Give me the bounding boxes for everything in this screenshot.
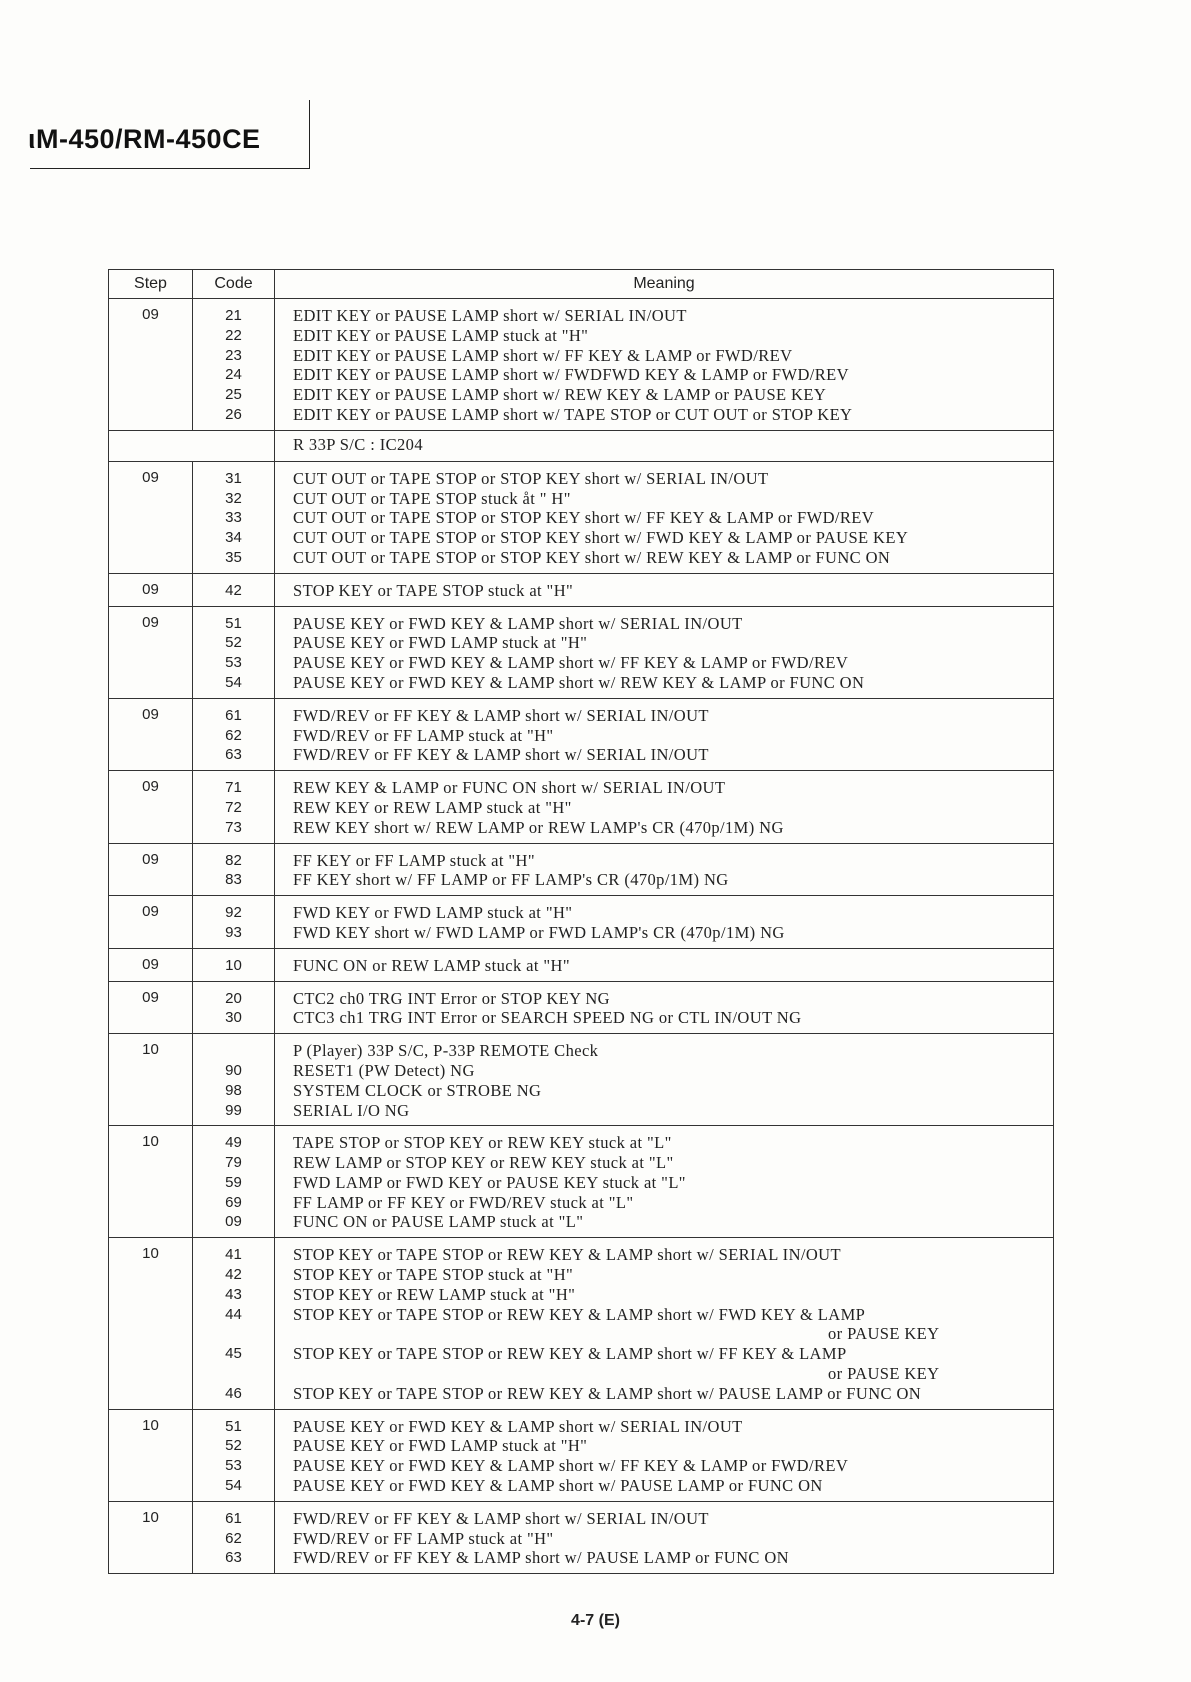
step-value: 10 — [142, 1245, 159, 1263]
code-value: 90 — [225, 1061, 242, 1079]
meaning-line: SYSTEM CLOCK or STROBE NG — [293, 1080, 542, 1100]
meaning-line: STOP KEY or TAPE STOP or REW KEY & LAMP short w/ SERIAL IN/OUT — [293, 1245, 841, 1265]
meaning-line: STOP KEY or TAPE STOP or REW KEY & LAMP short w/ FF KEY & LAMP — [293, 1344, 847, 1364]
meaning-line: FF LAMP or FF KEY or FWD/REV stuck at "L" — [293, 1192, 634, 1212]
code-value: 46 — [225, 1384, 242, 1402]
meaning-line: PAUSE KEY or FWD KEY & LAMP short w/ SERIAL IN/OUT — [293, 1416, 743, 1436]
table-row — [109, 771, 1054, 843]
code-value: 32 — [225, 489, 242, 507]
code-value — [193, 1041, 274, 1061]
code-value: 54 — [225, 673, 242, 691]
code-value — [193, 1364, 274, 1384]
meaning-line: CUT OUT or TAPE STOP stuck åt " H" — [293, 488, 571, 508]
code-value: 54 — [225, 1477, 242, 1495]
code-value: 51 — [225, 1417, 242, 1435]
table-row — [109, 573, 1054, 606]
table-row — [109, 1238, 1054, 1409]
step-value: 09 — [142, 613, 159, 631]
code-value: 73 — [225, 818, 242, 836]
code-cell — [193, 948, 275, 981]
meaning-line: FWD/REV or FF LAMP stuck at "H" — [293, 725, 554, 745]
meaning-line: EDIT KEY or PAUSE LAMP short w/ SERIAL IN/OUT — [293, 306, 687, 325]
step-cell — [109, 1409, 193, 1501]
step-cell — [109, 698, 193, 770]
code-cell — [193, 1501, 275, 1573]
meaning-line: EDIT KEY or PAUSE LAMP short w/ TAPE STOP or CUT OUT or STOP KEY — [293, 404, 853, 424]
code-value: 42 — [225, 581, 242, 599]
code-value: 22 — [225, 326, 242, 344]
code-value: 52 — [225, 634, 242, 652]
step-cell — [109, 461, 193, 573]
code-cell — [193, 1126, 275, 1238]
page-number: 4-7 (E) — [571, 1612, 620, 1629]
code-value: 71 — [225, 779, 242, 797]
code-value: 63 — [225, 1549, 242, 1567]
meaning-line: FUNC ON or REW LAMP stuck at "H" — [293, 955, 570, 975]
meaning-line: EDIT KEY or PAUSE LAMP short w/ REW KEY & LAMP or PAUSE KEY — [293, 385, 827, 405]
table-body — [109, 299, 1054, 1574]
code-value: 43 — [225, 1285, 242, 1303]
section-row — [109, 430, 1054, 461]
code-value: 49 — [225, 1134, 242, 1152]
code-value: 59 — [225, 1173, 242, 1191]
code-value: 24 — [225, 366, 242, 384]
column-header-step: Step — [109, 270, 193, 299]
meaning-line: REW KEY short w/ REW LAMP or REW LAMP's CR (470p/1M) NG — [293, 817, 784, 837]
code-cell — [193, 896, 275, 949]
table-row — [109, 299, 1054, 431]
meaning-line: CTC2 ch0 TRG INT Error or STOP KEY NG — [293, 988, 610, 1008]
code-value: 83 — [225, 871, 242, 889]
meaning-line: SERIAL I/O NG — [293, 1100, 410, 1120]
meaning-line: STOP KEY or TAPE STOP stuck at "H" — [293, 580, 574, 600]
meaning-cell — [275, 896, 1054, 949]
section-spacer — [109, 430, 275, 461]
meaning-cell — [275, 606, 1054, 698]
meaning-line: TAPE STOP or STOP KEY or REW KEY stuck at "L" — [293, 1133, 672, 1153]
step-cell — [109, 606, 193, 698]
meaning-line: EDIT KEY or PAUSE LAMP short w/ FF KEY & LAMP or FWD/REV — [293, 345, 793, 365]
step-cell — [109, 299, 193, 431]
meaning-cell — [275, 299, 1054, 431]
meaning-line: EDIT KEY or PAUSE LAMP stuck at "H" — [293, 325, 589, 345]
code-value — [193, 1324, 274, 1344]
code-value: 30 — [225, 1009, 242, 1027]
code-cell — [193, 1238, 275, 1409]
step-value: 09 — [142, 778, 159, 796]
code-value: 53 — [225, 654, 242, 672]
meaning-line: or PAUSE KEY — [828, 1364, 940, 1384]
code-value: 79 — [225, 1154, 242, 1172]
meaning-line: FWD/REV or FF KEY & LAMP short w/ PAUSE LAMP or FUNC ON — [293, 1548, 789, 1568]
meaning-line: CUT OUT or TAPE STOP or STOP KEY short w/ FWD KEY & LAMP or PAUSE KEY — [293, 528, 909, 548]
code-value: 63 — [225, 746, 242, 764]
step-cell — [109, 896, 193, 949]
meaning-line: EDIT KEY or PAUSE LAMP short w/ FWDFWD KEY & LAMP or FWD/REV — [293, 365, 849, 385]
meaning-cell — [275, 1126, 1054, 1238]
meaning-line: FWD KEY or FWD LAMP stuck at "H" — [293, 903, 573, 923]
step-cell — [109, 843, 193, 896]
meaning-line: FF KEY or FF LAMP stuck at "H" — [293, 850, 535, 870]
step-cell — [109, 1126, 193, 1238]
code-value: 33 — [225, 509, 242, 527]
code-value: 53 — [225, 1457, 242, 1475]
code-value: 23 — [225, 346, 242, 364]
code-cell — [193, 299, 275, 431]
meaning-cell — [275, 981, 1054, 1034]
meaning-line: PAUSE KEY or FWD KEY & LAMP short w/ FF KEY & LAMP or FWD/REV — [293, 653, 849, 673]
code-value: 34 — [225, 529, 242, 547]
code-value: 98 — [225, 1081, 242, 1099]
code-value: 62 — [225, 726, 242, 744]
step-value: 10 — [142, 1416, 159, 1434]
meaning-cell — [275, 771, 1054, 843]
meaning-line: REW KEY & LAMP or FUNC ON short w/ SERIAL IN/OUT — [293, 778, 726, 798]
meaning-cell — [275, 948, 1054, 981]
meaning-line: STOP KEY or TAPE STOP or REW KEY & LAMP short w/ PAUSE LAMP or FUNC ON — [293, 1383, 922, 1403]
table-row — [109, 606, 1054, 698]
table-header-row — [109, 270, 1054, 299]
meaning-cell — [275, 1501, 1054, 1573]
code-value: 61 — [225, 706, 242, 724]
table-row — [109, 698, 1054, 770]
meaning-line: FWD/REV or FF KEY & LAMP short w/ SERIAL IN/OUT — [293, 1508, 709, 1528]
code-cell — [193, 981, 275, 1034]
meaning-line: REW LAMP or STOP KEY or REW KEY stuck at "L" — [293, 1153, 674, 1173]
header-divider-horizontal — [30, 168, 310, 169]
meaning-line: STOP KEY or TAPE STOP or REW KEY & LAMP short w/ FWD KEY & LAMP — [293, 1304, 866, 1324]
step-cell — [109, 948, 193, 981]
meaning-line: CUT OUT or TAPE STOP or STOP KEY short w/ SERIAL IN/OUT — [293, 468, 769, 488]
code-cell — [193, 461, 275, 573]
code-value: 52 — [225, 1437, 242, 1455]
meaning-line: CTC3 ch1 TRG INT Error or SEARCH SPEED NG or CTL IN/OUT NG — [293, 1008, 802, 1028]
meaning-cell — [275, 1238, 1054, 1409]
step-value: 10 — [142, 1133, 159, 1151]
table-row — [109, 896, 1054, 949]
code-cell — [193, 1034, 275, 1126]
meaning-line: STOP KEY or TAPE STOP stuck at "H" — [293, 1265, 574, 1285]
meaning-line: FF KEY short w/ FF LAMP or FF LAMP's CR (470p/1M) NG — [293, 870, 729, 890]
step-value: 09 — [142, 955, 159, 973]
code-value: 92 — [225, 904, 242, 922]
section-label: R 33P S/C : IC204 — [275, 430, 1054, 461]
column-header-meaning: Meaning — [275, 270, 1054, 299]
table-row — [109, 948, 1054, 981]
meaning-line: PAUSE KEY or FWD LAMP stuck at "H" — [293, 1436, 588, 1456]
step-cell — [109, 1501, 193, 1573]
code-cell — [193, 573, 275, 606]
meaning-line: PAUSE KEY or FWD LAMP stuck at "H" — [293, 633, 588, 653]
error-code-table — [108, 269, 1054, 1574]
meaning-cell — [275, 1409, 1054, 1501]
code-value: 25 — [225, 386, 242, 404]
meaning-line: PAUSE KEY or FWD KEY & LAMP short w/ FF KEY & LAMP or FWD/REV — [293, 1456, 849, 1476]
step-value: 09 — [142, 306, 159, 323]
meaning-line: CUT OUT or TAPE STOP or STOP KEY short w/ FF KEY & LAMP or FWD/REV — [293, 508, 875, 528]
code-value: 99 — [225, 1101, 242, 1119]
code-value: 72 — [225, 798, 242, 816]
meaning-line: FWD LAMP or FWD KEY or PAUSE KEY stuck at "L" — [293, 1172, 686, 1192]
meaning-line: STOP KEY or REW LAMP stuck at "H" — [293, 1284, 576, 1304]
code-cell — [193, 606, 275, 698]
step-cell — [109, 573, 193, 606]
code-value: 42 — [225, 1266, 242, 1284]
meaning-cell — [275, 1034, 1054, 1126]
meaning-line: CUT OUT or TAPE STOP or STOP KEY short w/ REW KEY & LAMP or FUNC ON — [293, 547, 891, 567]
meaning-line: or PAUSE KEY — [828, 1324, 940, 1344]
code-value: 51 — [225, 614, 242, 632]
meaning-line: RESET1 (PW Detect) NG — [293, 1060, 475, 1080]
code-cell — [193, 843, 275, 896]
meaning-line: P (Player) 33P S/C, P-33P REMOTE Check — [293, 1041, 599, 1061]
step-value: 10 — [142, 1508, 159, 1526]
code-value: 10 — [225, 956, 242, 974]
code-value: 62 — [225, 1529, 242, 1547]
code-value: 61 — [225, 1509, 242, 1527]
code-cell — [193, 698, 275, 770]
code-value: 93 — [225, 923, 242, 941]
step-value: 09 — [142, 988, 159, 1006]
table-row — [109, 1034, 1054, 1126]
code-value: 26 — [225, 405, 242, 423]
code-value: 31 — [225, 469, 242, 487]
meaning-cell — [275, 573, 1054, 606]
code-value: 20 — [225, 989, 242, 1007]
document-title: ιM-450/RM-450CE — [28, 124, 261, 154]
meaning-line: FUNC ON or PAUSE LAMP stuck at "L" — [293, 1212, 584, 1232]
code-value: 21 — [225, 307, 242, 324]
code-value: 69 — [225, 1193, 242, 1211]
step-value: 09 — [142, 468, 159, 486]
step-cell — [109, 1238, 193, 1409]
column-header-code: Code — [193, 270, 275, 299]
meaning-cell — [275, 461, 1054, 573]
code-value: 09 — [225, 1213, 242, 1231]
meaning-line: REW KEY or REW LAMP stuck at "H" — [293, 797, 572, 817]
meaning-line: PAUSE KEY or FWD KEY & LAMP short w/ PAUSE LAMP or FUNC ON — [293, 1476, 823, 1496]
code-value: 41 — [225, 1246, 242, 1264]
meaning-line: PAUSE KEY or FWD KEY & LAMP short w/ REW KEY & LAMP or FUNC ON — [293, 672, 865, 692]
code-cell — [193, 1409, 275, 1501]
step-value: 09 — [142, 705, 159, 723]
header-divider-vertical — [309, 100, 310, 168]
table-row — [109, 843, 1054, 896]
step-cell — [109, 771, 193, 843]
code-value: 35 — [225, 548, 242, 566]
table-row — [109, 981, 1054, 1034]
meaning-line: FWD/REV or FF KEY & LAMP short w/ SERIAL IN/OUT — [293, 745, 709, 765]
code-value: 44 — [225, 1305, 242, 1323]
table-row — [109, 461, 1054, 573]
code-value: 45 — [225, 1345, 242, 1363]
step-value: 09 — [142, 903, 159, 921]
meaning-cell — [275, 843, 1054, 896]
meaning-cell — [275, 698, 1054, 770]
table-row — [109, 1501, 1054, 1573]
code-cell — [193, 771, 275, 843]
step-value: 09 — [142, 580, 159, 598]
table-row — [109, 1126, 1054, 1238]
meaning-line: FWD KEY short w/ FWD LAMP or FWD LAMP's CR (470p/1M) NG — [293, 922, 785, 942]
meaning-line: FWD/REV or FF LAMP stuck at "H" — [293, 1528, 554, 1548]
step-value: 09 — [142, 850, 159, 868]
code-value: 82 — [225, 851, 242, 869]
step-cell — [109, 981, 193, 1034]
meaning-line: FWD/REV or FF KEY & LAMP short w/ SERIAL IN/OUT — [293, 705, 709, 725]
table-row — [109, 1409, 1054, 1501]
meaning-line: PAUSE KEY or FWD KEY & LAMP short w/ SERIAL IN/OUT — [293, 613, 743, 633]
step-cell — [109, 1034, 193, 1126]
step-value: 10 — [142, 1041, 159, 1059]
